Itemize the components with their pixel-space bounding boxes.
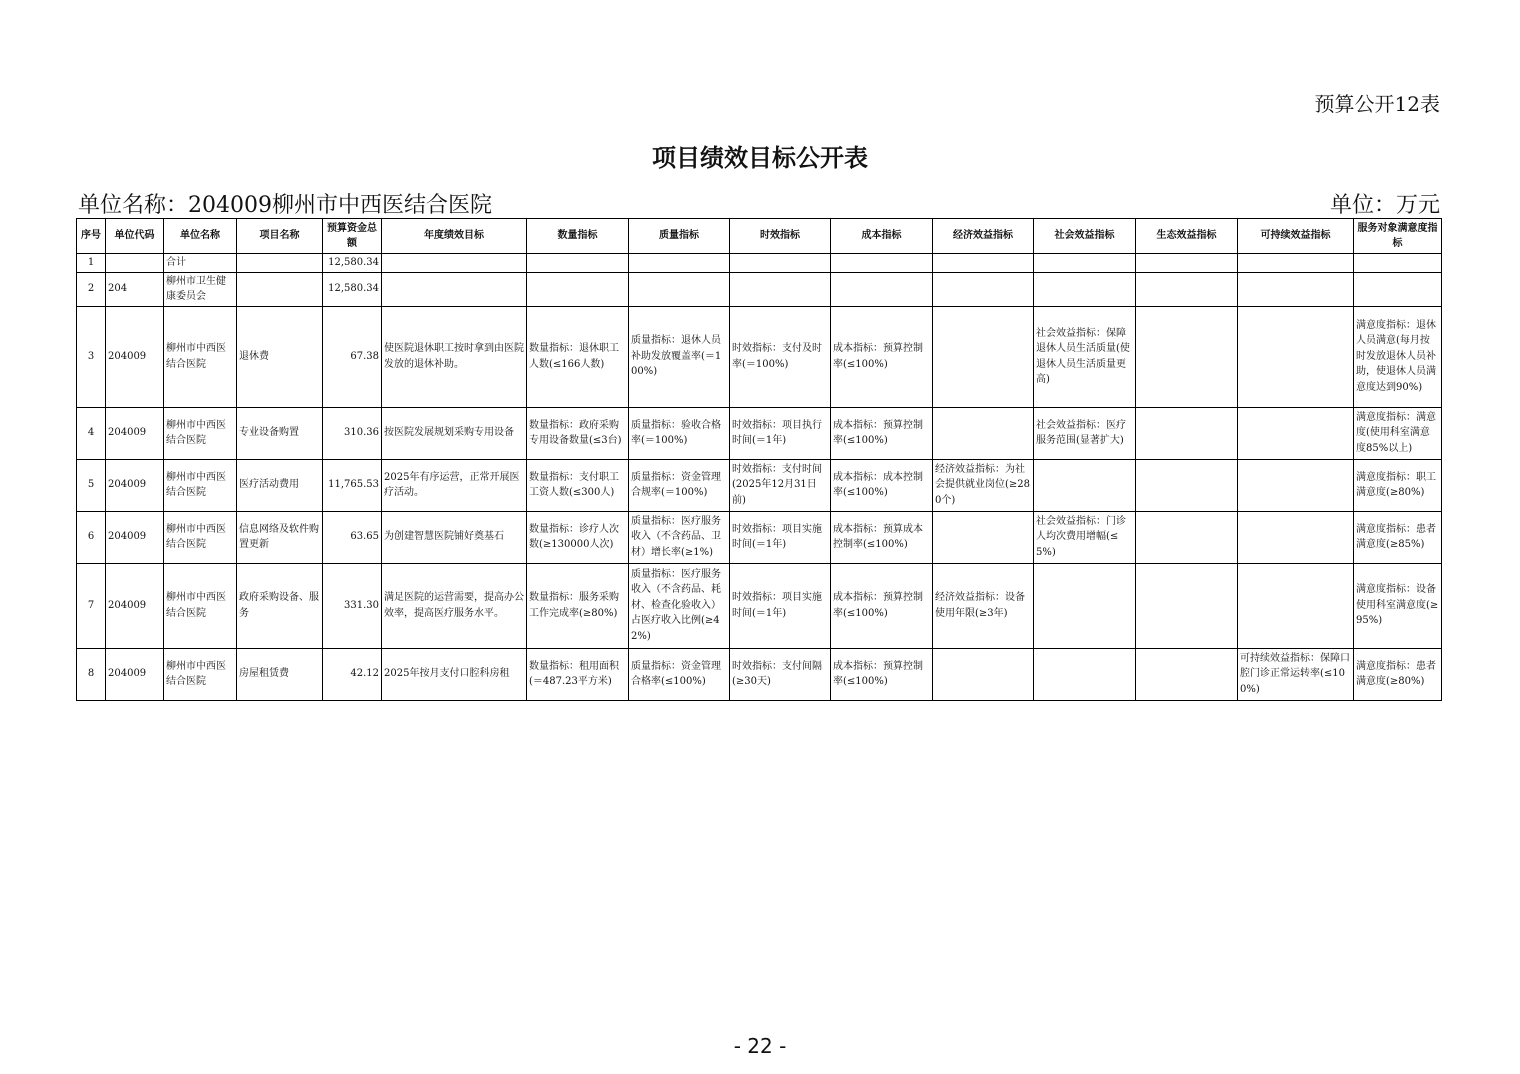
cell-economic-benefit xyxy=(933,407,1034,459)
cell-unit-name: 合计 xyxy=(164,254,237,273)
cell-social-benefit xyxy=(1034,272,1136,306)
cell-seq: 6 xyxy=(77,511,106,563)
cell-social-benefit xyxy=(1034,648,1136,700)
cell-budget-total: 12,580.34 xyxy=(323,272,382,306)
header-row xyxy=(77,219,1442,254)
unit-label: 单位：万元 xyxy=(1329,193,1440,218)
cell-sustainable-benefit xyxy=(1238,407,1354,459)
column-header-ecological-benefit: 生态效益指标 xyxy=(1136,219,1238,254)
cell-cost-indicator: 成本指标：成本控制率(≤100%) xyxy=(831,459,933,511)
column-header-unit-code: 单位代码 xyxy=(106,219,164,254)
cell-seq: 7 xyxy=(77,563,106,648)
cell-annual-goal: 为创建智慧医院铺好奠基石 xyxy=(382,511,527,563)
cell-timeliness-indicator: 时效指标：支付时间(2025年12月31日前) xyxy=(730,459,831,511)
cell-annual-goal: 使医院退休职工按时拿到由医院发放的退休补助。 xyxy=(382,306,527,407)
cell-unit-name: 柳州市中西医结合医院 xyxy=(164,648,237,700)
cell-sustainable-benefit xyxy=(1238,272,1354,306)
cell-cost-indicator: 成本指标：预算控制率(≤100%) xyxy=(831,563,933,648)
cell-unit-name: 柳州市中西医结合医院 xyxy=(164,511,237,563)
cell-ecological-benefit xyxy=(1136,648,1238,700)
cell-annual-goal: 满足医院的运营需要，提高办公效率，提高医疗服务水平。 xyxy=(382,563,527,648)
column-header-quality-indicator: 质量指标 xyxy=(629,219,730,254)
cell-quality-indicator: 质量指标：资金管理合格率(≤100%) xyxy=(629,648,730,700)
cell-quantity-indicator xyxy=(527,254,629,273)
cell-economic-benefit xyxy=(933,511,1034,563)
column-header-social-benefit: 社会效益指标 xyxy=(1034,219,1136,254)
cell-cost-indicator: 成本指标：预算控制率(≤100%) xyxy=(831,407,933,459)
cell-quantity-indicator: 数量指标：租用面积(＝487.23平方米) xyxy=(527,648,629,700)
cell-social-benefit: 社会效益指标：门诊人均次费用增幅(≤5%) xyxy=(1034,511,1136,563)
cell-unit-name: 柳州市中西医结合医院 xyxy=(164,407,237,459)
cell-satisfaction-indicator: 满意度指标：职工满意度(≥80%) xyxy=(1354,459,1442,511)
cell-unit-code: 204 xyxy=(106,272,164,306)
table-row xyxy=(77,272,1442,306)
page-number: - 22 - xyxy=(733,1034,787,1058)
cell-quality-indicator: 质量指标：资金管理合规率(＝100%) xyxy=(629,459,730,511)
cell-quantity-indicator: 数量指标：政府采购专用设备数量(≤3台) xyxy=(527,407,629,459)
cell-social-benefit xyxy=(1034,563,1136,648)
cell-project-name: 医疗活动费用 xyxy=(237,459,323,511)
column-header-project-name: 项目名称 xyxy=(237,219,323,254)
cell-sustainable-benefit xyxy=(1238,511,1354,563)
cell-project-name: 专业设备购置 xyxy=(237,407,323,459)
cell-cost-indicator xyxy=(831,254,933,273)
cell-ecological-benefit xyxy=(1136,459,1238,511)
cell-sustainable-benefit xyxy=(1238,306,1354,407)
column-header-timeliness-indicator: 时效指标 xyxy=(730,219,831,254)
cell-cost-indicator: 成本指标：预算成本控制率(≤100%) xyxy=(831,511,933,563)
cell-economic-benefit: 经济效益指标：设备使用年限(≥3年) xyxy=(933,563,1034,648)
cell-satisfaction-indicator xyxy=(1354,254,1442,273)
table-row xyxy=(77,563,1442,648)
performance-table xyxy=(76,218,1442,701)
cell-project-name xyxy=(237,272,323,306)
cell-annual-goal: 2025年按月支付口腔科房租 xyxy=(382,648,527,700)
cell-quality-indicator: 质量指标：医疗服务收入（不含药品、耗材、检查化验收入）占医疗收入比例(≥42%) xyxy=(629,563,730,648)
table-row xyxy=(77,407,1442,459)
cell-quality-indicator: 质量指标：医疗服务收入（不含药品、卫材）增长率(≥1%) xyxy=(629,511,730,563)
cell-sustainable-benefit xyxy=(1238,563,1354,648)
table-row xyxy=(77,459,1442,511)
cell-timeliness-indicator xyxy=(730,254,831,273)
table-row xyxy=(77,254,1442,273)
cell-satisfaction-indicator: 满意度指标：患者满意度(≥85%) xyxy=(1354,511,1442,563)
page-title: 项目绩效目标公开表 xyxy=(652,144,868,172)
cell-satisfaction-indicator: 满意度指标：满意度(使用科室满意度85%以上) xyxy=(1354,407,1442,459)
table-row xyxy=(77,511,1442,563)
cell-satisfaction-indicator: 满意度指标：退休人员满意(每月按时发放退休人员补助，使退休人员满意度达到90%) xyxy=(1354,306,1442,407)
column-header-seq: 序号 xyxy=(77,219,106,254)
cell-seq: 4 xyxy=(77,407,106,459)
table-body xyxy=(77,254,1442,701)
column-header-cost-indicator: 成本指标 xyxy=(831,219,933,254)
cell-ecological-benefit xyxy=(1136,306,1238,407)
cell-ecological-benefit xyxy=(1136,563,1238,648)
cell-budget-total: 12,580.34 xyxy=(323,254,382,273)
cell-budget-total: 310.36 xyxy=(323,407,382,459)
column-header-sustainable-benefit: 可持续效益指标 xyxy=(1238,219,1354,254)
cell-sustainable-benefit: 可持续效益指标：保障口腔门诊正常运转率(≤100%) xyxy=(1238,648,1354,700)
cell-social-benefit: 社会效益指标：保障退休人员生活质量(使退休人员生活质量更高) xyxy=(1034,306,1136,407)
cell-timeliness-indicator: 时效指标：支付及时率(＝100%) xyxy=(730,306,831,407)
cell-timeliness-indicator: 时效指标：项目实施时间(＝1年) xyxy=(730,563,831,648)
cell-project-name: 信息网络及软件购置更新 xyxy=(237,511,323,563)
cell-project-name xyxy=(237,254,323,273)
column-header-quantity-indicator: 数量指标 xyxy=(527,219,629,254)
cell-budget-total: 67.38 xyxy=(323,306,382,407)
cell-cost-indicator: 成本指标：预算控制率(≤100%) xyxy=(831,648,933,700)
cell-seq: 1 xyxy=(77,254,106,273)
cell-quality-indicator: 质量指标：退休人员补助发放覆盖率(＝100%) xyxy=(629,306,730,407)
cell-ecological-benefit xyxy=(1136,407,1238,459)
cell-unit-name: 柳州市卫生健康委员会 xyxy=(164,272,237,306)
cell-seq: 5 xyxy=(77,459,106,511)
cell-project-name: 政府采购设备、服务 xyxy=(237,563,323,648)
cell-cost-indicator xyxy=(831,272,933,306)
cell-quantity-indicator: 数量指标：诊疗人次数(≥130000人次) xyxy=(527,511,629,563)
cell-unit-code: 204009 xyxy=(106,459,164,511)
cell-quality-indicator: 质量指标：验收合格率(＝100%) xyxy=(629,407,730,459)
cell-satisfaction-indicator: 满意度指标：设备使用科室满意度(≥95%) xyxy=(1354,563,1442,648)
table-code: 预算公开12表 xyxy=(1314,92,1440,116)
cell-economic-benefit xyxy=(933,306,1034,407)
cell-unit-code: 204009 xyxy=(106,306,164,407)
cell-annual-goal: 2025年有序运营，正常开展医疗活动。 xyxy=(382,459,527,511)
cell-ecological-benefit xyxy=(1136,254,1238,273)
cell-ecological-benefit xyxy=(1136,511,1238,563)
cell-annual-goal xyxy=(382,254,527,273)
cell-economic-benefit xyxy=(933,254,1034,273)
cell-economic-benefit xyxy=(933,648,1034,700)
cell-annual-goal xyxy=(382,272,527,306)
cell-unit-code: 204009 xyxy=(106,648,164,700)
cell-unit-code: 204009 xyxy=(106,563,164,648)
cell-annual-goal: 按医院发展规划采购专用设备 xyxy=(382,407,527,459)
column-header-satisfaction-indicator: 服务对象满意度指标 xyxy=(1354,219,1442,254)
cell-quantity-indicator xyxy=(527,272,629,306)
cell-unit-code xyxy=(106,254,164,273)
cell-budget-total: 331.30 xyxy=(323,563,382,648)
cell-social-benefit xyxy=(1034,459,1136,511)
cell-unit-name: 柳州市中西医结合医院 xyxy=(164,459,237,511)
column-header-unit-name: 单位名称 xyxy=(164,219,237,254)
table-row xyxy=(77,306,1442,407)
column-header-budget-total: 预算资金总额 xyxy=(323,219,382,254)
cell-quantity-indicator: 数量指标：退休职工人数(≤166人数) xyxy=(527,306,629,407)
cell-social-benefit: 社会效益指标：医疗服务范围(显著扩大) xyxy=(1034,407,1136,459)
cell-project-name: 房屋租赁费 xyxy=(237,648,323,700)
table-header xyxy=(77,219,1442,254)
cell-ecological-benefit xyxy=(1136,272,1238,306)
cell-budget-total: 11,765.53 xyxy=(323,459,382,511)
cell-project-name: 退休费 xyxy=(237,306,323,407)
cell-timeliness-indicator: 时效指标：支付间隔(≥30天) xyxy=(730,648,831,700)
cell-timeliness-indicator: 时效指标：项目执行时间(＝1年) xyxy=(730,407,831,459)
cell-seq: 8 xyxy=(77,648,106,700)
cell-timeliness-indicator xyxy=(730,272,831,306)
cell-quantity-indicator: 数量指标：服务采购工作完成率(≥80%) xyxy=(527,563,629,648)
cell-satisfaction-indicator xyxy=(1354,272,1442,306)
cell-sustainable-benefit xyxy=(1238,254,1354,273)
cell-economic-benefit xyxy=(933,272,1034,306)
cell-economic-benefit: 经济效益指标：为社会提供就业岗位(≥280个) xyxy=(933,459,1034,511)
cell-budget-total: 42.12 xyxy=(323,648,382,700)
cell-social-benefit xyxy=(1034,254,1136,273)
cell-seq: 3 xyxy=(77,306,106,407)
cell-quality-indicator xyxy=(629,272,730,306)
column-header-annual-goal: 年度绩效目标 xyxy=(382,219,527,254)
cell-cost-indicator: 成本指标：预算控制率(≤100%) xyxy=(831,306,933,407)
unit-name: 单位名称：204009柳州市中西医结合医院 xyxy=(78,193,492,218)
table-row xyxy=(77,648,1442,700)
cell-sustainable-benefit xyxy=(1238,459,1354,511)
cell-quantity-indicator: 数量指标：支付职工工资人数(≤300人) xyxy=(527,459,629,511)
cell-seq: 2 xyxy=(77,272,106,306)
cell-satisfaction-indicator: 满意度指标：患者满意度(≥80%) xyxy=(1354,648,1442,700)
cell-unit-code: 204009 xyxy=(106,407,164,459)
column-header-economic-benefit: 经济效益指标 xyxy=(933,219,1034,254)
cell-unit-name: 柳州市中西医结合医院 xyxy=(164,306,237,407)
cell-unit-name: 柳州市中西医结合医院 xyxy=(164,563,237,648)
cell-budget-total: 63.65 xyxy=(323,511,382,563)
cell-unit-code: 204009 xyxy=(106,511,164,563)
cell-quality-indicator xyxy=(629,254,730,273)
cell-timeliness-indicator: 时效指标：项目实施时间(＝1年) xyxy=(730,511,831,563)
